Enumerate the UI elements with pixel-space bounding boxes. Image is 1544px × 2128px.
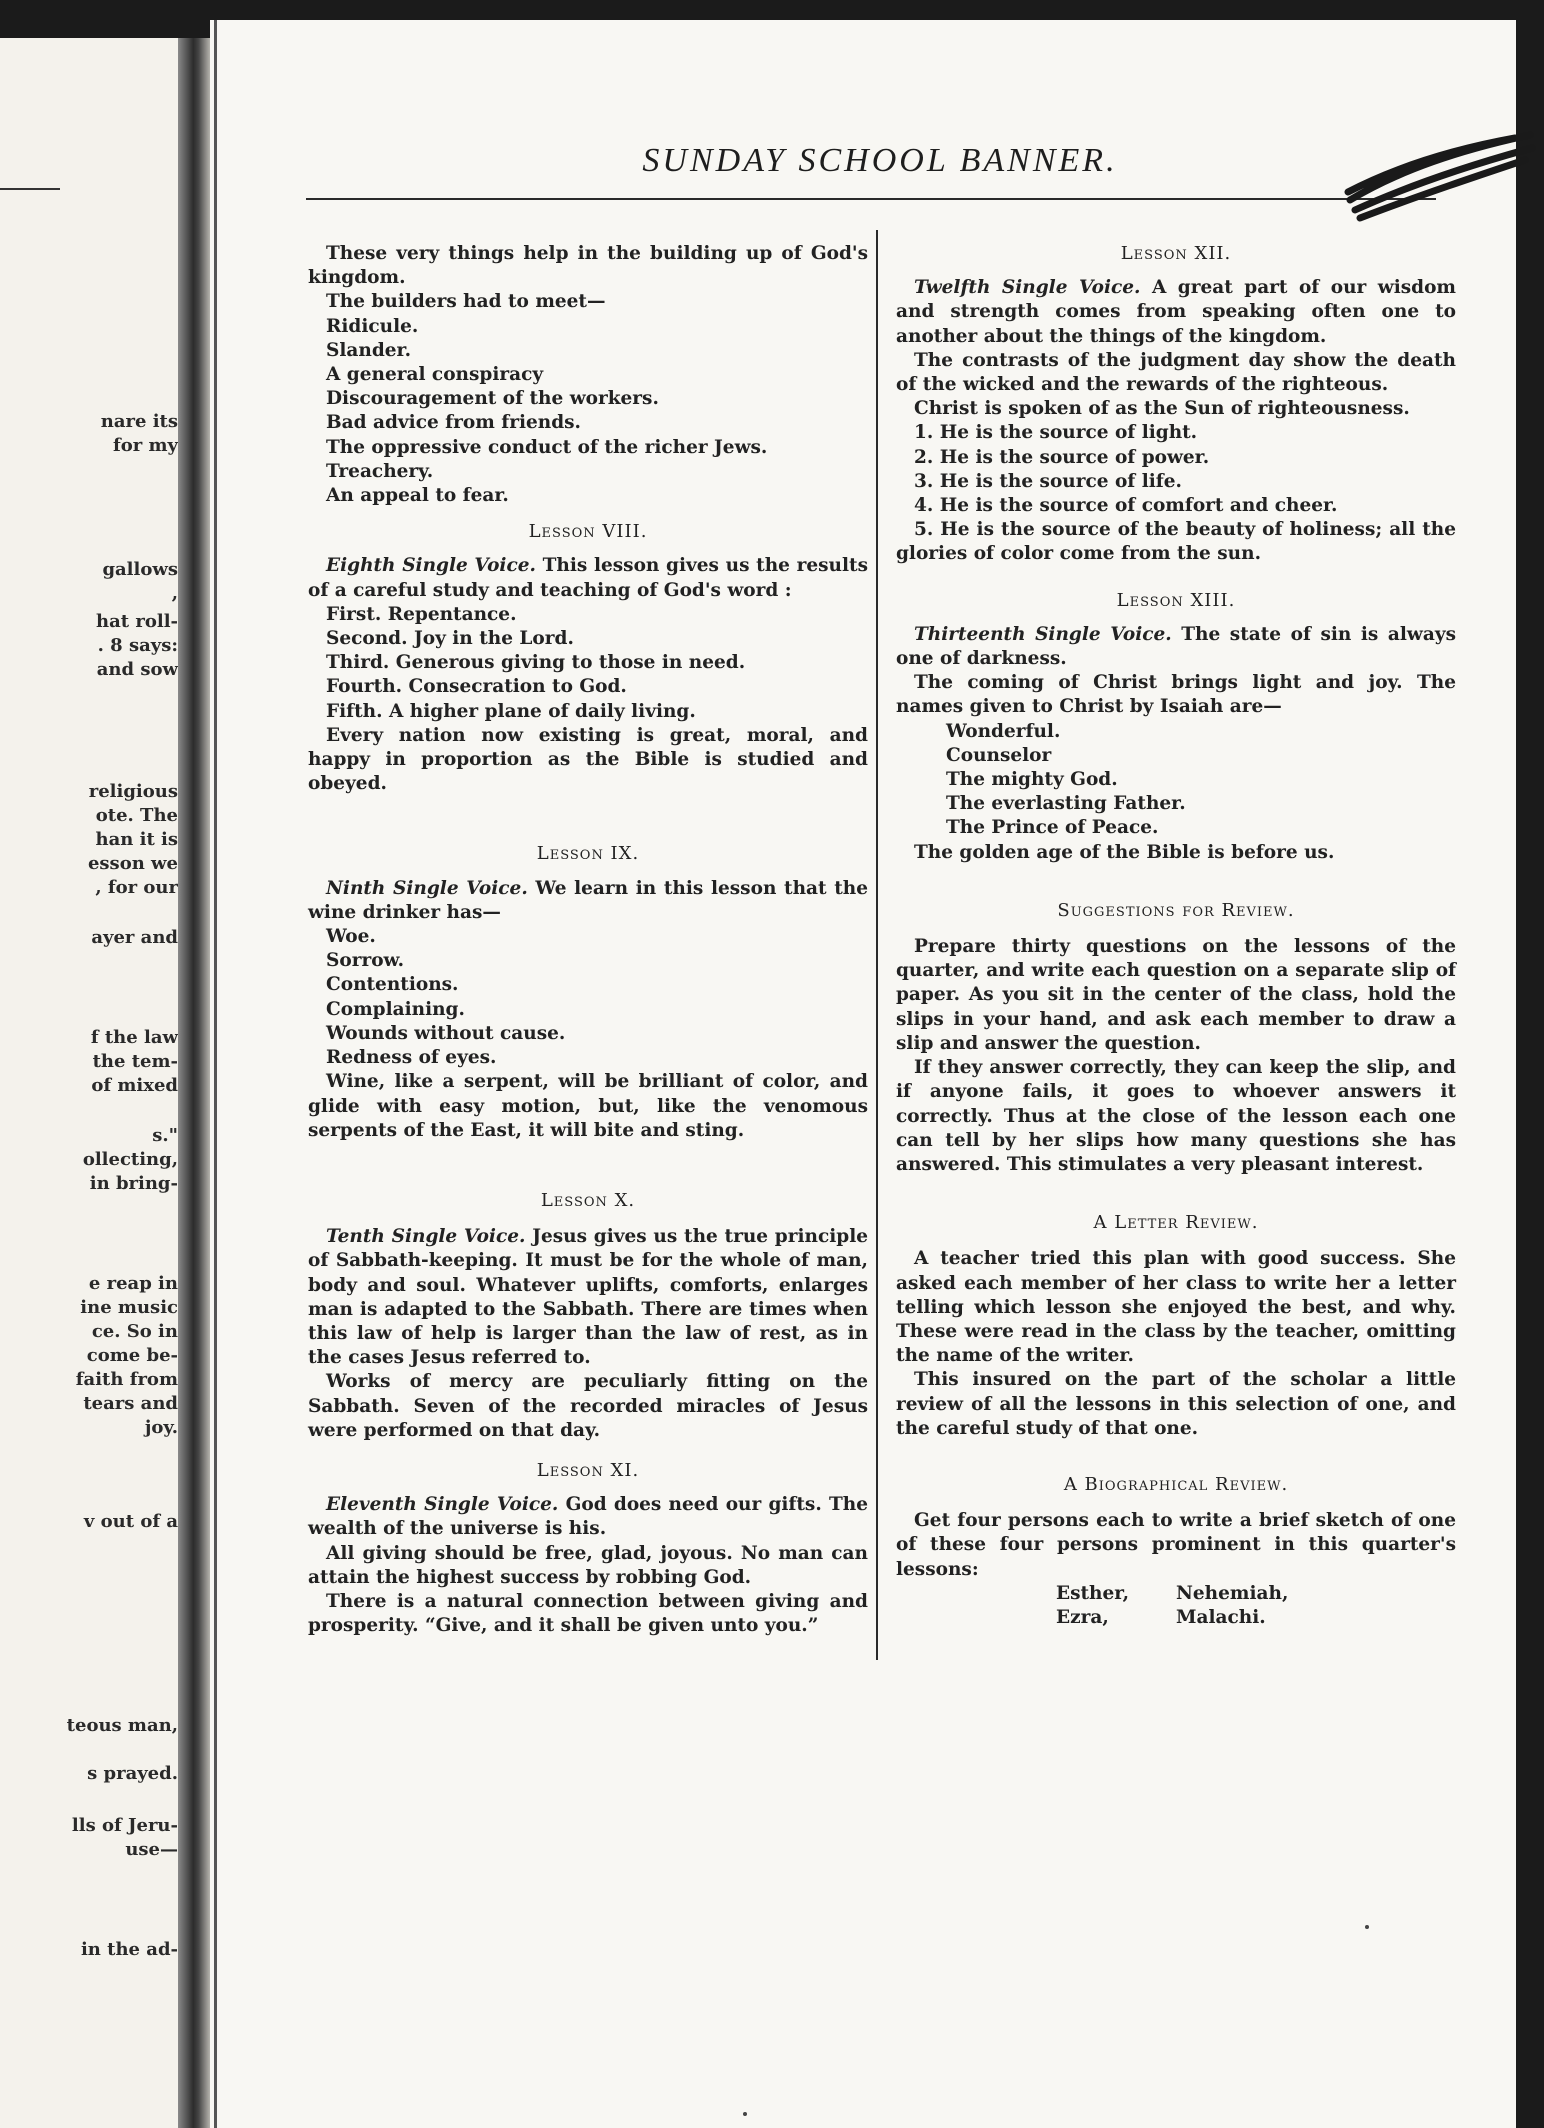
document-page	[210, 20, 1516, 2128]
previous-page-fragment: teous man,	[66, 1715, 178, 1736]
lesson-8-list-item: Fifth. A higher plane of daily living.	[326, 700, 696, 722]
previous-page-fragment: ollecting,	[82, 1149, 178, 1170]
previous-page-strip	[0, 38, 178, 2128]
lesson-9-text: We learn in this lesson that the wine drinker has—	[308, 877, 868, 923]
previous-page-fragment: e reap in	[88, 1273, 178, 1294]
lesson-12-paragraph	[896, 276, 1456, 349]
intro-list-item: A general conspiracy	[326, 364, 544, 386]
intro-list-item: Treachery.	[326, 460, 434, 482]
lesson-9-list-item: Wounds without cause.	[326, 1022, 566, 1044]
lesson-9-closing: Wine, like a serpent, will be brilliant of color, and glide with easy motion, but, like the venomous serpents of the East, it will bite and sting.	[308, 1071, 868, 1141]
lesson-9-list-item: Complaining.	[326, 998, 465, 1020]
builders-line: The builders had to meet—	[326, 291, 606, 313]
previous-page-fragment: joy.	[144, 1417, 178, 1438]
lesson-11-voice: Eleventh Single Voice.	[326, 1494, 559, 1516]
lesson-13-text: The state of sin is always one of darkness.	[896, 623, 1456, 670]
previous-page-fragment: faith from	[75, 1369, 178, 1390]
lesson-8-closing: Every nation now existing is great, moral, and happy in proportion as the Bible is studied and obeyed.	[308, 724, 868, 795]
previous-page-fragment: , for our	[95, 877, 178, 898]
previous-page-fragment: of mixed	[91, 1075, 178, 1096]
lesson-8-heading: Lesson VIII.	[528, 521, 648, 543]
lesson-10-heading: Lesson X.	[540, 1189, 636, 1211]
header-rule	[306, 198, 1436, 200]
previous-page-fragment: gallows	[102, 559, 178, 580]
paper-speck	[743, 2112, 747, 2116]
lesson-9-list-item: Redness of eyes.	[326, 1047, 497, 1069]
lesson-13-voice: Thirteenth Single Voice.	[914, 623, 1172, 645]
lesson-13-heading: Lesson XIII.	[1116, 589, 1236, 611]
previous-page-fragment: s prayed.	[87, 1763, 178, 1784]
lesson-11-heading: Lesson XI.	[536, 1459, 640, 1481]
intro-list-item: Ridicule.	[326, 315, 419, 337]
lesson-12-list-item: 5. He is the source of the beauty of holiness; all the glories of color come from the sun.	[896, 519, 1456, 565]
previous-page-fragment: the tem-	[92, 1051, 178, 1072]
lesson-9-voice: Ninth Single Voice.	[326, 877, 528, 899]
lesson-13-name: Counselor	[946, 744, 1052, 766]
running-header-title: SUNDAY SCHOOL BANNER.	[642, 142, 1118, 179]
lesson-11-paragraph-3: There is a natural connection between giving and prosperity. “Give, and it shall be given unto you.”	[308, 1590, 868, 1637]
previous-page-fragment: tears and	[83, 1393, 178, 1414]
letter-review-heading: A Letter Review.	[1093, 1212, 1259, 1234]
lesson-13-name: The mighty God.	[946, 769, 1118, 791]
previous-page-fragment: nare its	[100, 411, 178, 432]
intro-paragraph: These very things help in the building up of God's kingdom.	[308, 243, 868, 289]
previous-page-fragment: come be-	[86, 1345, 178, 1366]
page-edge-line	[214, 20, 217, 2128]
lesson-8-list-item: Third. Generous giving to those in need.	[326, 652, 746, 674]
lesson-8-voice: Eighth Single Voice.	[326, 555, 536, 577]
letter-review-paragraph-2: This insured on the part of the scholar a little review of all the lessons in this selection of one, and the careful study of that one.	[896, 1369, 1456, 1439]
previous-page-fragment: ayer and	[91, 927, 178, 948]
intro-list-item: An appeal to fear.	[326, 485, 509, 507]
lesson-13-name: The Prince of Peace.	[946, 817, 1159, 839]
previous-page-fragment: and sow	[96, 659, 178, 680]
previous-page-fragment: ce. So in	[91, 1321, 178, 1342]
lesson-10-voice: Tenth Single Voice.	[326, 1226, 526, 1248]
lesson-13-closing: The golden age of the Bible is before us.	[914, 841, 1335, 863]
lesson-11-paragraph	[308, 1493, 868, 1541]
letter-review-paragraph-1: A teacher tried this plan with good success. She asked each member of her class to write her a letter telling which lesson she enjoyed the best, and why. These were read in the class by the teacher, omitting the name of the writer.	[896, 1248, 1456, 1367]
lesson-13-paragraph-2: The coming of Christ brings light and joy. The names given to Christ by Isaiah are—	[896, 672, 1456, 718]
previous-page-fragment: ine music	[80, 1297, 178, 1318]
biographical-review-paragraph: Get four persons each to write a brief sketch of one of these four persons prominent in this quarter's lessons:	[896, 1510, 1456, 1580]
lesson-9-list-item: Woe.	[326, 926, 376, 948]
previous-page-fragment: . 8 says:	[97, 635, 178, 656]
left-column	[308, 242, 868, 1638]
biographical-name: Ezra,	[1056, 1606, 1109, 1628]
lesson-12-heading: Lesson XII.	[1120, 243, 1232, 264]
biographical-name: Nehemiah,	[1176, 1582, 1289, 1604]
lesson-8-paragraph	[308, 554, 868, 602]
lesson-12-paragraph-2: The contrasts of the judgment day show the death of the wicked and the rewards of the righteous.	[896, 349, 1456, 396]
lesson-10-paragraph	[308, 1225, 868, 1370]
lesson-9-heading: Lesson IX.	[536, 843, 640, 865]
lesson-12-list-item: 3. He is the source of life.	[914, 470, 1182, 492]
intro-list-item: The oppressive conduct of the richer Jews.	[326, 436, 768, 458]
book-gutter	[178, 38, 212, 2128]
lesson-10-closing: Works of mercy are peculiarly fitting on the Sabbath. Seven of the recorded miracles of Jesus were performed on that day.	[308, 1371, 868, 1441]
paper-speck	[1365, 1925, 1369, 1929]
previous-page-fragment: s."	[152, 1125, 178, 1146]
lesson-12-paragraph-3: Christ is spoken of as the Sun of righteousness.	[914, 398, 1410, 420]
biographical-name: Esther,	[1056, 1582, 1130, 1604]
lesson-8-text: This lesson gives us the results of a careful study and teaching of God's word :	[308, 555, 868, 601]
lesson-12-voice: Twelfth Single Voice.	[914, 277, 1141, 299]
lesson-13-name: The everlasting Father.	[946, 793, 1186, 815]
previous-page-fragment: in the ad-	[80, 1939, 178, 1960]
intro-list-item: Slander.	[326, 339, 412, 361]
lesson-8-list-item: First. Repentance.	[326, 603, 517, 625]
lesson-9-list-item: Sorrow.	[326, 950, 405, 972]
pen-scribble-mark	[1340, 130, 1540, 225]
lesson-11-text: God does need our gifts. The wealth of the universe is his.	[308, 1494, 868, 1540]
suggestions-paragraph-1: Prepare thirty questions on the lessons of the quarter, and write each question on a separate slip of paper. As you sit in the center of the class, hold the slips in your hand, and ask each member to draw a slip and answer the question.	[896, 936, 1456, 1054]
lesson-12-list-item: 4. He is the source of comfort and cheer.	[914, 495, 1338, 517]
lesson-12-text: A great part of our wisdom and strength comes from speaking often one to another about the things of the kingdom.	[896, 277, 1456, 347]
previous-page-fragment: v out of a	[83, 1511, 178, 1532]
previous-page-fragment: han it is	[95, 829, 178, 850]
lesson-13-name: Wonderful.	[946, 720, 1061, 742]
previous-page-fragment: esson we	[87, 853, 178, 874]
lesson-9-list-item: Contentions.	[326, 974, 459, 996]
previous-page-fragment: ,	[171, 583, 178, 604]
previous-page-fragment: hat roll-	[96, 611, 178, 632]
previous-page-fragment: ote. The	[95, 805, 178, 826]
lesson-13-paragraph	[896, 623, 1456, 671]
lesson-8-list-item: Second. Joy in the Lord.	[326, 628, 574, 650]
intro-list-item: Discouragement of the workers.	[326, 388, 659, 410]
previous-page-fragment: use—	[125, 1839, 178, 1860]
previous-page-rule	[0, 188, 60, 190]
suggestions-paragraph-2: If they answer correctly, they can keep the slip, and if anyone fails, it goes to whoever answers it correctly. Thus at the close of the lesson each one can tell by her slips how many questions she has answered. This stimulates a very pleasant interest.	[896, 1057, 1456, 1175]
previous-page-fragment: lls of Jeru-	[71, 1815, 178, 1836]
lesson-10-text: Jesus gives us the true principle of Sabbath-keeping. It must be for the whole of man, body and soul. Whatever uplifts, comforts, enlarges man is adapted to the Sabbath. There are times when this law of help is larger than the law of rest, as in the cases Jesus referred to.	[308, 1226, 868, 1369]
biographical-names-list	[1056, 1582, 1456, 1630]
right-column	[896, 242, 1456, 1630]
lesson-8-list-item: Fourth. Consecration to God.	[326, 676, 627, 698]
previous-page-fragment: religious	[88, 781, 178, 802]
column-divider	[876, 230, 878, 1660]
intro-list-item: Bad advice from friends.	[326, 412, 581, 434]
lesson-12-list-item: 2. He is the source of power.	[914, 446, 1210, 468]
lesson-9-paragraph	[308, 877, 868, 925]
previous-page-fragment: in bring-	[89, 1173, 178, 1194]
biographical-review-heading: A Biographical Review.	[1063, 1473, 1289, 1495]
biographical-name: Malachi.	[1176, 1606, 1266, 1628]
lesson-11-paragraph-2: All giving should be free, glad, joyous. No man can attain the highest success by robbing God.	[308, 1542, 868, 1588]
previous-page-fragment: for my	[112, 435, 178, 456]
lesson-12-list-item: 1. He is the source of light.	[914, 422, 1198, 444]
previous-page-fragment: f the law	[90, 1027, 178, 1048]
suggestions-heading: Suggestions for Review.	[1057, 899, 1295, 921]
